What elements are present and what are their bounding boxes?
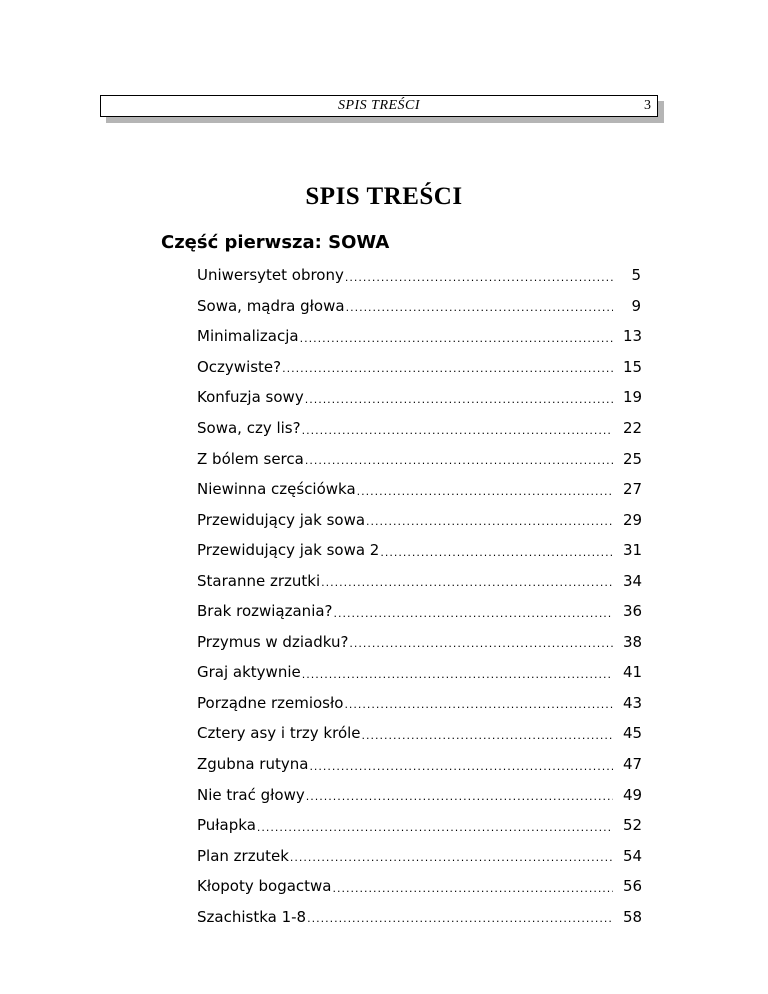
part-heading: Część pierwsza: SOWA — [161, 232, 390, 253]
toc-entry-title: Z bólem serca — [197, 449, 304, 468]
toc-entry-title: Minimalizacja — [197, 327, 299, 346]
toc-entry[interactable] — [197, 901, 641, 932]
toc-entry-page: 13 — [623, 327, 643, 346]
toc-entry[interactable] — [197, 688, 641, 719]
dot-leader — [346, 301, 613, 314]
toc-entry-page: 58 — [623, 907, 643, 926]
running-header — [100, 95, 658, 117]
toc-entry[interactable] — [197, 565, 641, 596]
toc-entry[interactable] — [197, 352, 641, 383]
toc-entry[interactable] — [197, 657, 641, 688]
toc-entry[interactable] — [197, 260, 641, 291]
dot-leader — [305, 393, 613, 406]
toc-entry-page: 9 — [631, 296, 641, 315]
dot-leader — [366, 515, 613, 528]
toc-entry[interactable] — [197, 749, 641, 780]
toc-entry-page: 29 — [623, 510, 643, 529]
toc-entry[interactable] — [197, 871, 641, 902]
toc-entry[interactable] — [197, 810, 641, 841]
dot-leader — [302, 668, 613, 681]
dot-leader — [380, 546, 613, 559]
page-title: SPIS TREŚCI — [305, 183, 463, 210]
toc-entry-page: 25 — [623, 449, 643, 468]
toc-entry-page: 41 — [623, 663, 643, 682]
dot-leader — [300, 332, 613, 345]
toc-entry[interactable] — [197, 535, 641, 566]
toc-entry-page: 27 — [623, 480, 643, 499]
toc-entry-page: 15 — [623, 357, 643, 376]
toc-entry-page: 54 — [623, 846, 643, 865]
running-header-title: SPIS TREŚCI — [337, 98, 421, 113]
toc-entry-title: Zgubna rutyna — [197, 755, 309, 774]
toc-entry-title: Kłopoty bogactwa — [197, 877, 332, 896]
toc-entry-page: 19 — [623, 388, 643, 407]
toc-entry-page: 31 — [623, 541, 643, 560]
toc-entry-page: 52 — [623, 816, 643, 835]
toc-entry-page: 38 — [623, 632, 643, 651]
toc-entry-title: Brak rozwiązania? — [197, 602, 333, 621]
dot-leader — [282, 362, 613, 375]
toc-entry-title: Cztery asy i trzy króle — [197, 724, 361, 743]
toc-entry-title: Porządne rzemiosło — [197, 693, 344, 712]
dot-leader — [306, 790, 613, 803]
toc-entry-title: Szachistka 1-8 — [197, 907, 307, 926]
dot-leader — [257, 821, 613, 834]
toc-entry[interactable] — [197, 504, 641, 535]
toc-list — [197, 260, 641, 932]
toc-entry[interactable] — [197, 443, 641, 474]
toc-entry-title: Staranne zrzutki — [197, 571, 321, 590]
toc-entry-title: Przymus w dziadku? — [197, 632, 349, 651]
toc-entry-page: 43 — [623, 693, 643, 712]
running-header-page-number: 3 — [644, 98, 651, 113]
dot-leader — [309, 760, 613, 773]
dot-leader — [362, 729, 613, 742]
toc-entry-title: Uniwersytet obrony — [197, 266, 344, 285]
toc-entry-title: Sowa, mądra głowa — [197, 296, 345, 315]
dot-leader — [349, 637, 613, 650]
toc-entry-page: 36 — [623, 602, 643, 621]
dot-leader — [290, 851, 613, 864]
toc-entry-page: 34 — [623, 571, 643, 590]
toc-entry-title: Przewidujący jak sowa 2 — [197, 541, 380, 560]
dot-leader — [333, 882, 613, 895]
toc-entry[interactable] — [197, 718, 641, 749]
toc-entry[interactable] — [197, 291, 641, 322]
dot-leader — [345, 271, 613, 284]
toc-entry-page: 49 — [623, 785, 643, 804]
toc-entry[interactable] — [197, 413, 641, 444]
toc-entry-title: Pułapka — [197, 816, 256, 835]
toc-entry-title: Przewidujący jak sowa — [197, 510, 366, 529]
toc-entry-title: Konfuzja sowy — [197, 388, 304, 407]
toc-entry-page: 45 — [623, 724, 643, 743]
dot-leader — [344, 698, 613, 711]
dot-leader — [302, 424, 613, 437]
toc-entry-title: Sowa, czy lis? — [197, 419, 301, 437]
toc-entry[interactable] — [197, 779, 641, 810]
toc-entry[interactable] — [197, 840, 641, 871]
toc-entry-page: 47 — [623, 755, 643, 774]
dot-leader — [305, 454, 613, 467]
toc-entry[interactable] — [197, 382, 641, 413]
toc-entry-title: Plan zrzutek — [197, 846, 289, 865]
toc-entry-title: Nie trać głowy — [197, 785, 305, 804]
toc-entry-page: 22 — [623, 419, 643, 437]
toc-entry-page: 5 — [631, 266, 641, 285]
dot-leader — [321, 576, 613, 589]
toc-entry-title: Graj aktywnie — [197, 663, 301, 682]
dot-leader — [357, 485, 613, 498]
toc-entry[interactable] — [197, 596, 641, 627]
toc-entry-title: Oczywiste? — [197, 357, 282, 376]
dot-leader — [307, 912, 613, 925]
toc-entry[interactable] — [197, 627, 641, 658]
toc-entry-page: 56 — [623, 877, 643, 896]
dot-leader — [334, 607, 613, 620]
toc-entry[interactable] — [197, 321, 641, 352]
toc-entry[interactable] — [197, 474, 641, 505]
toc-entry-title: Niewinna częściówka — [197, 480, 356, 499]
